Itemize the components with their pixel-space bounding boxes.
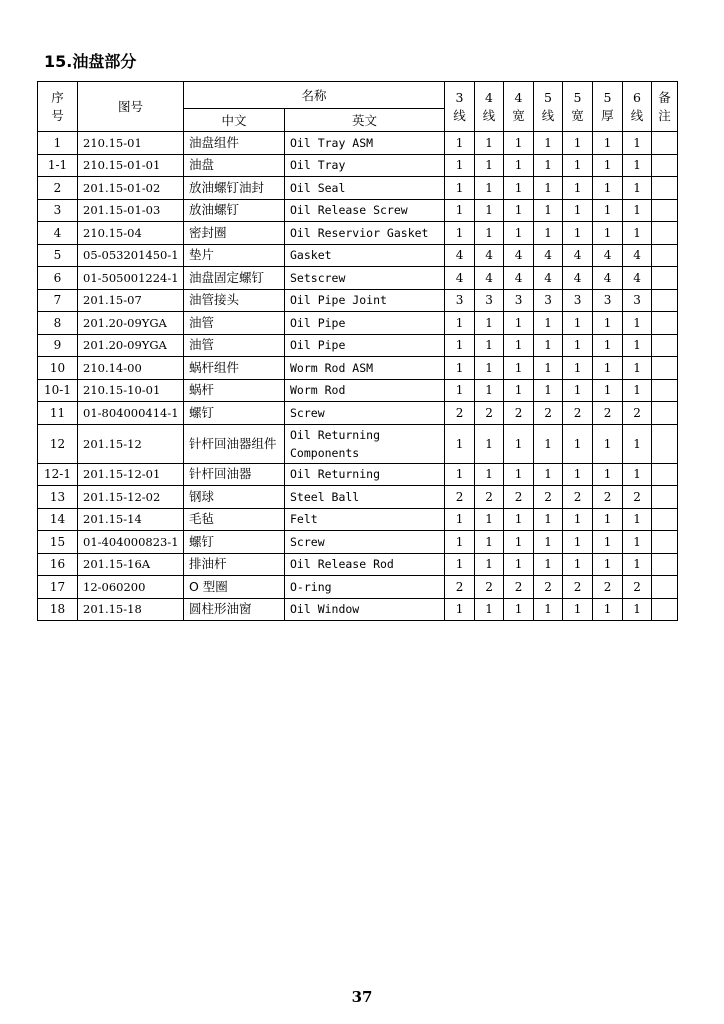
table-row bbox=[38, 289, 678, 312]
cell-qty: 1 bbox=[504, 357, 534, 380]
cell-qty: 1 bbox=[475, 312, 504, 335]
cell-qty: 1 bbox=[563, 508, 593, 531]
cell-qty: 4 bbox=[504, 244, 534, 267]
table-row bbox=[38, 199, 678, 222]
cell-seq: 12-1 bbox=[38, 463, 78, 486]
cell-qty: 1 bbox=[593, 424, 623, 463]
cell-drawing-no: 201.15-01-02 bbox=[78, 177, 184, 200]
cell-name-en: Oil Tray bbox=[285, 154, 445, 177]
cell-qty: 1 bbox=[563, 177, 593, 200]
cell-remark bbox=[652, 508, 678, 531]
header-model-3: 4 宽 bbox=[504, 82, 534, 132]
cell-qty: 1 bbox=[593, 379, 623, 402]
cell-qty: 2 bbox=[593, 402, 623, 425]
header-name: 名称 bbox=[184, 82, 445, 109]
cell-name-en: O-ring bbox=[285, 576, 445, 599]
cell-qty: 1 bbox=[623, 312, 652, 335]
cell-qty: 1 bbox=[504, 379, 534, 402]
cell-qty: 4 bbox=[623, 244, 652, 267]
cell-qty: 1 bbox=[534, 553, 563, 576]
cell-name-en: Worm Rod bbox=[285, 379, 445, 402]
cell-qty: 1 bbox=[504, 508, 534, 531]
cell-seq: 16 bbox=[38, 553, 78, 576]
cell-qty: 1 bbox=[623, 177, 652, 200]
cell-name-en: Worm Rod ASM bbox=[285, 357, 445, 380]
cell-name-en: Steel Ball bbox=[285, 486, 445, 509]
cell-qty: 1 bbox=[593, 357, 623, 380]
cell-qty: 1 bbox=[593, 199, 623, 222]
cell-seq: 12 bbox=[38, 424, 78, 463]
cell-qty: 1 bbox=[534, 379, 563, 402]
cell-name-cn: 放油螺钉油封 bbox=[184, 177, 285, 200]
cell-qty: 4 bbox=[563, 267, 593, 290]
cell-name-cn: 油管 bbox=[184, 312, 285, 335]
cell-qty: 3 bbox=[534, 289, 563, 312]
cell-qty: 1 bbox=[593, 508, 623, 531]
table-row bbox=[38, 379, 678, 402]
cell-qty: 1 bbox=[534, 222, 563, 245]
cell-qty: 1 bbox=[623, 531, 652, 554]
cell-seq: 3 bbox=[38, 199, 78, 222]
cell-name-en: Gasket bbox=[285, 244, 445, 267]
cell-qty: 2 bbox=[534, 486, 563, 509]
cell-seq: 17 bbox=[38, 576, 78, 599]
cell-drawing-no: 201.15-14 bbox=[78, 508, 184, 531]
cell-qty: 1 bbox=[475, 598, 504, 621]
header-chinese: 中文 bbox=[184, 109, 285, 132]
cell-drawing-no: 12-060200 bbox=[78, 576, 184, 599]
cell-name-en: Oil Seal bbox=[285, 177, 445, 200]
table-row bbox=[38, 154, 678, 177]
cell-name-cn: 蜗杆组件 bbox=[184, 357, 285, 380]
cell-qty: 1 bbox=[475, 463, 504, 486]
cell-remark bbox=[652, 267, 678, 290]
cell-seq: 14 bbox=[38, 508, 78, 531]
cell-name-en: Oil Pipe bbox=[285, 334, 445, 357]
cell-seq: 13 bbox=[38, 486, 78, 509]
cell-remark bbox=[652, 402, 678, 425]
cell-qty: 1 bbox=[504, 312, 534, 335]
cell-qty: 1 bbox=[504, 424, 534, 463]
cell-drawing-no: 01-404000823-1 bbox=[78, 531, 184, 554]
cell-qty: 2 bbox=[475, 486, 504, 509]
cell-drawing-no: 210.15-01 bbox=[78, 132, 184, 155]
cell-qty: 1 bbox=[445, 154, 475, 177]
cell-drawing-no: 201.15-01-03 bbox=[78, 199, 184, 222]
cell-qty: 1 bbox=[504, 132, 534, 155]
cell-qty: 1 bbox=[563, 553, 593, 576]
cell-seq: 10-1 bbox=[38, 379, 78, 402]
cell-qty: 1 bbox=[623, 222, 652, 245]
cell-remark bbox=[652, 576, 678, 599]
cell-qty: 1 bbox=[534, 357, 563, 380]
cell-qty: 1 bbox=[623, 553, 652, 576]
cell-qty: 1 bbox=[563, 312, 593, 335]
cell-qty: 1 bbox=[593, 334, 623, 357]
cell-remark bbox=[652, 132, 678, 155]
table-row bbox=[38, 486, 678, 509]
header-english: 英文 bbox=[285, 109, 445, 132]
header-model-5: 5 宽 bbox=[563, 82, 593, 132]
cell-name-en: Oil Release Rod bbox=[285, 553, 445, 576]
cell-name-en: Screw bbox=[285, 402, 445, 425]
cell-qty: 1 bbox=[475, 424, 504, 463]
cell-qty: 1 bbox=[504, 177, 534, 200]
cell-qty: 2 bbox=[563, 576, 593, 599]
cell-qty: 1 bbox=[593, 553, 623, 576]
cell-qty: 1 bbox=[593, 598, 623, 621]
cell-qty: 1 bbox=[534, 508, 563, 531]
table-row bbox=[38, 132, 678, 155]
cell-qty: 4 bbox=[475, 267, 504, 290]
header-model-6: 5 厚 bbox=[593, 82, 623, 132]
table-row bbox=[38, 177, 678, 200]
cell-name-cn: 圆柱形油窗 bbox=[184, 598, 285, 621]
cell-qty: 1 bbox=[445, 177, 475, 200]
cell-seq: 4 bbox=[38, 222, 78, 245]
cell-qty: 1 bbox=[563, 199, 593, 222]
table-row bbox=[38, 312, 678, 335]
cell-remark bbox=[652, 379, 678, 402]
cell-name-en: Oil Returning Components bbox=[285, 424, 445, 463]
cell-qty: 1 bbox=[593, 177, 623, 200]
header-drawing-no: 图号 bbox=[78, 82, 184, 132]
cell-name-cn: 油管 bbox=[184, 334, 285, 357]
cell-name-cn: 油盘固定螺钉 bbox=[184, 267, 285, 290]
cell-qty: 2 bbox=[534, 576, 563, 599]
cell-name-cn: 螺钉 bbox=[184, 531, 285, 554]
cell-qty: 2 bbox=[504, 486, 534, 509]
cell-qty: 1 bbox=[475, 357, 504, 380]
cell-seq: 2 bbox=[38, 177, 78, 200]
cell-remark bbox=[652, 199, 678, 222]
cell-qty: 1 bbox=[534, 312, 563, 335]
cell-qty: 1 bbox=[475, 222, 504, 245]
cell-qty: 2 bbox=[623, 576, 652, 599]
cell-drawing-no: 201.20-09YGA bbox=[78, 312, 184, 335]
cell-qty: 1 bbox=[623, 357, 652, 380]
cell-qty: 1 bbox=[475, 199, 504, 222]
table-row bbox=[38, 357, 678, 380]
cell-qty: 1 bbox=[445, 199, 475, 222]
cell-qty: 2 bbox=[504, 402, 534, 425]
page-number: 37 bbox=[351, 988, 373, 1006]
cell-name-cn: O 型圈 bbox=[184, 576, 285, 599]
cell-qty: 4 bbox=[593, 267, 623, 290]
cell-name-cn: 油盘组件 bbox=[184, 132, 285, 155]
header-model-4: 5 线 bbox=[534, 82, 563, 132]
cell-qty: 3 bbox=[475, 289, 504, 312]
cell-drawing-no: 201.15-12 bbox=[78, 424, 184, 463]
cell-name-en: Oil Returning bbox=[285, 463, 445, 486]
cell-seq: 15 bbox=[38, 531, 78, 554]
section-title: 15.油盘部分 bbox=[44, 52, 137, 71]
table-row bbox=[38, 244, 678, 267]
cell-qty: 1 bbox=[563, 357, 593, 380]
cell-seq: 10 bbox=[38, 357, 78, 380]
cell-qty: 1 bbox=[445, 132, 475, 155]
table-row bbox=[38, 424, 678, 463]
cell-seq: 8 bbox=[38, 312, 78, 335]
cell-drawing-no: 201.15-12-01 bbox=[78, 463, 184, 486]
cell-qty: 2 bbox=[593, 576, 623, 599]
cell-qty: 1 bbox=[623, 598, 652, 621]
cell-qty: 1 bbox=[593, 531, 623, 554]
cell-seq: 6 bbox=[38, 267, 78, 290]
cell-drawing-no: 210.15-01-01 bbox=[78, 154, 184, 177]
cell-qty: 1 bbox=[593, 312, 623, 335]
cell-qty: 1 bbox=[563, 334, 593, 357]
cell-qty: 1 bbox=[534, 154, 563, 177]
cell-seq: 18 bbox=[38, 598, 78, 621]
cell-qty: 2 bbox=[534, 402, 563, 425]
cell-qty: 1 bbox=[445, 334, 475, 357]
cell-remark bbox=[652, 312, 678, 335]
cell-qty: 2 bbox=[475, 402, 504, 425]
table-row bbox=[38, 222, 678, 245]
cell-name-en: Setscrew bbox=[285, 267, 445, 290]
cell-remark bbox=[652, 357, 678, 380]
cell-qty: 1 bbox=[563, 463, 593, 486]
cell-qty: 2 bbox=[593, 486, 623, 509]
cell-qty: 2 bbox=[563, 402, 593, 425]
cell-name-cn: 钢球 bbox=[184, 486, 285, 509]
cell-qty: 1 bbox=[475, 553, 504, 576]
table-row bbox=[38, 267, 678, 290]
cell-name-cn: 针杆回油器 bbox=[184, 463, 285, 486]
cell-name-en: Screw bbox=[285, 531, 445, 554]
cell-name-en: Oil Pipe Joint bbox=[285, 289, 445, 312]
cell-drawing-no: 210.14-00 bbox=[78, 357, 184, 380]
table-row bbox=[38, 463, 678, 486]
cell-seq: 1 bbox=[38, 132, 78, 155]
cell-qty: 1 bbox=[475, 531, 504, 554]
cell-drawing-no: 210.15-10-01 bbox=[78, 379, 184, 402]
cell-name-cn: 毛毡 bbox=[184, 508, 285, 531]
cell-name-en: Oil Window bbox=[285, 598, 445, 621]
cell-name-cn: 密封圈 bbox=[184, 222, 285, 245]
cell-name-en: Oil Pipe bbox=[285, 312, 445, 335]
cell-qty: 1 bbox=[445, 312, 475, 335]
cell-seq: 1-1 bbox=[38, 154, 78, 177]
header-model-1: 3 线 bbox=[445, 82, 475, 132]
cell-qty: 3 bbox=[593, 289, 623, 312]
cell-qty: 1 bbox=[593, 222, 623, 245]
cell-qty: 1 bbox=[563, 379, 593, 402]
cell-qty: 2 bbox=[504, 576, 534, 599]
cell-drawing-no: 201.15-07 bbox=[78, 289, 184, 312]
cell-drawing-no: 201.15-18 bbox=[78, 598, 184, 621]
cell-drawing-no: 01-804000414-1 bbox=[78, 402, 184, 425]
cell-remark bbox=[652, 598, 678, 621]
cell-remark bbox=[652, 244, 678, 267]
parts-table bbox=[37, 81, 678, 621]
cell-qty: 1 bbox=[445, 424, 475, 463]
cell-qty: 3 bbox=[623, 289, 652, 312]
cell-name-cn: 蜗杆 bbox=[184, 379, 285, 402]
cell-qty: 1 bbox=[475, 154, 504, 177]
cell-drawing-no: 201.15-12-02 bbox=[78, 486, 184, 509]
cell-qty: 1 bbox=[445, 222, 475, 245]
cell-qty: 1 bbox=[504, 154, 534, 177]
cell-name-cn: 放油螺钉 bbox=[184, 199, 285, 222]
cell-remark bbox=[652, 334, 678, 357]
cell-qty: 3 bbox=[504, 289, 534, 312]
cell-name-en: Felt bbox=[285, 508, 445, 531]
cell-qty: 4 bbox=[563, 244, 593, 267]
cell-remark bbox=[652, 424, 678, 463]
cell-remark bbox=[652, 531, 678, 554]
cell-qty: 1 bbox=[593, 154, 623, 177]
table-row bbox=[38, 402, 678, 425]
cell-qty: 4 bbox=[445, 244, 475, 267]
cell-drawing-no: 201.20-09YGA bbox=[78, 334, 184, 357]
cell-qty: 1 bbox=[475, 132, 504, 155]
cell-seq: 5 bbox=[38, 244, 78, 267]
cell-qty: 4 bbox=[534, 267, 563, 290]
cell-qty: 1 bbox=[534, 177, 563, 200]
cell-qty: 1 bbox=[563, 424, 593, 463]
cell-qty: 2 bbox=[445, 402, 475, 425]
cell-qty: 1 bbox=[445, 379, 475, 402]
table-row bbox=[38, 334, 678, 357]
cell-qty: 1 bbox=[563, 132, 593, 155]
cell-qty: 1 bbox=[534, 598, 563, 621]
table-row bbox=[38, 531, 678, 554]
table-row bbox=[38, 598, 678, 621]
cell-drawing-no: 05-053201450-1 bbox=[78, 244, 184, 267]
cell-remark bbox=[652, 486, 678, 509]
cell-qty: 2 bbox=[563, 486, 593, 509]
cell-remark bbox=[652, 289, 678, 312]
cell-name-cn: 排油杆 bbox=[184, 553, 285, 576]
cell-qty: 2 bbox=[475, 576, 504, 599]
header-model-2: 4 线 bbox=[475, 82, 504, 132]
cell-qty: 2 bbox=[623, 486, 652, 509]
cell-qty: 1 bbox=[504, 463, 534, 486]
cell-name-en: Oil Tray ASM bbox=[285, 132, 445, 155]
cell-qty: 3 bbox=[563, 289, 593, 312]
cell-qty: 4 bbox=[475, 244, 504, 267]
cell-name-cn: 油盘 bbox=[184, 154, 285, 177]
cell-qty: 4 bbox=[623, 267, 652, 290]
table-row bbox=[38, 508, 678, 531]
cell-qty: 1 bbox=[563, 154, 593, 177]
cell-remark bbox=[652, 154, 678, 177]
cell-qty: 1 bbox=[593, 463, 623, 486]
cell-remark bbox=[652, 463, 678, 486]
cell-qty: 4 bbox=[593, 244, 623, 267]
cell-qty: 1 bbox=[504, 531, 534, 554]
cell-drawing-no: 01-505001224-1 bbox=[78, 267, 184, 290]
cell-qty: 1 bbox=[623, 132, 652, 155]
cell-qty: 1 bbox=[623, 379, 652, 402]
cell-qty: 1 bbox=[504, 199, 534, 222]
cell-qty: 2 bbox=[445, 486, 475, 509]
header-model-7: 6 线 bbox=[623, 82, 652, 132]
cell-qty: 4 bbox=[504, 267, 534, 290]
cell-drawing-no: 201.15-16A bbox=[78, 553, 184, 576]
cell-seq: 9 bbox=[38, 334, 78, 357]
cell-qty: 1 bbox=[504, 598, 534, 621]
cell-qty: 1 bbox=[623, 463, 652, 486]
cell-qty: 1 bbox=[593, 132, 623, 155]
cell-qty: 1 bbox=[623, 424, 652, 463]
cell-qty: 1 bbox=[504, 334, 534, 357]
cell-qty: 1 bbox=[534, 334, 563, 357]
cell-qty: 1 bbox=[534, 132, 563, 155]
cell-qty: 1 bbox=[475, 508, 504, 531]
cell-qty: 4 bbox=[534, 244, 563, 267]
cell-seq: 11 bbox=[38, 402, 78, 425]
cell-remark bbox=[652, 177, 678, 200]
cell-name-cn: 针杆回油器组件 bbox=[184, 424, 285, 463]
cell-remark bbox=[652, 553, 678, 576]
cell-qty: 1 bbox=[623, 508, 652, 531]
cell-remark bbox=[652, 222, 678, 245]
cell-qty: 1 bbox=[475, 379, 504, 402]
cell-qty: 1 bbox=[623, 199, 652, 222]
cell-name-en: Oil Release Screw bbox=[285, 199, 445, 222]
cell-qty: 3 bbox=[445, 289, 475, 312]
table-row bbox=[38, 553, 678, 576]
cell-name-en: Oil Reservior Gasket bbox=[285, 222, 445, 245]
cell-qty: 1 bbox=[475, 177, 504, 200]
cell-qty: 1 bbox=[445, 531, 475, 554]
cell-name-cn: 螺钉 bbox=[184, 402, 285, 425]
cell-qty: 1 bbox=[445, 598, 475, 621]
cell-qty: 1 bbox=[475, 334, 504, 357]
cell-qty: 1 bbox=[534, 531, 563, 554]
cell-name-cn: 油管接头 bbox=[184, 289, 285, 312]
cell-qty: 1 bbox=[563, 531, 593, 554]
cell-qty: 1 bbox=[623, 154, 652, 177]
cell-qty: 2 bbox=[445, 576, 475, 599]
cell-qty: 1 bbox=[504, 553, 534, 576]
cell-name-cn: 垫片 bbox=[184, 244, 285, 267]
cell-drawing-no: 210.15-04 bbox=[78, 222, 184, 245]
header-remark: 备 注 bbox=[652, 82, 678, 132]
cell-qty: 1 bbox=[445, 553, 475, 576]
cell-qty: 1 bbox=[623, 334, 652, 357]
cell-qty: 1 bbox=[534, 463, 563, 486]
cell-qty: 1 bbox=[534, 199, 563, 222]
parts-table-body bbox=[38, 132, 678, 621]
cell-qty: 1 bbox=[534, 424, 563, 463]
cell-qty: 1 bbox=[563, 222, 593, 245]
cell-qty: 4 bbox=[445, 267, 475, 290]
cell-qty: 2 bbox=[623, 402, 652, 425]
cell-qty: 1 bbox=[504, 222, 534, 245]
cell-qty: 1 bbox=[563, 598, 593, 621]
cell-seq: 7 bbox=[38, 289, 78, 312]
cell-qty: 1 bbox=[445, 357, 475, 380]
table-row bbox=[38, 576, 678, 599]
cell-qty: 1 bbox=[445, 463, 475, 486]
cell-qty: 1 bbox=[445, 508, 475, 531]
header-seq: 序 号 bbox=[38, 82, 78, 132]
